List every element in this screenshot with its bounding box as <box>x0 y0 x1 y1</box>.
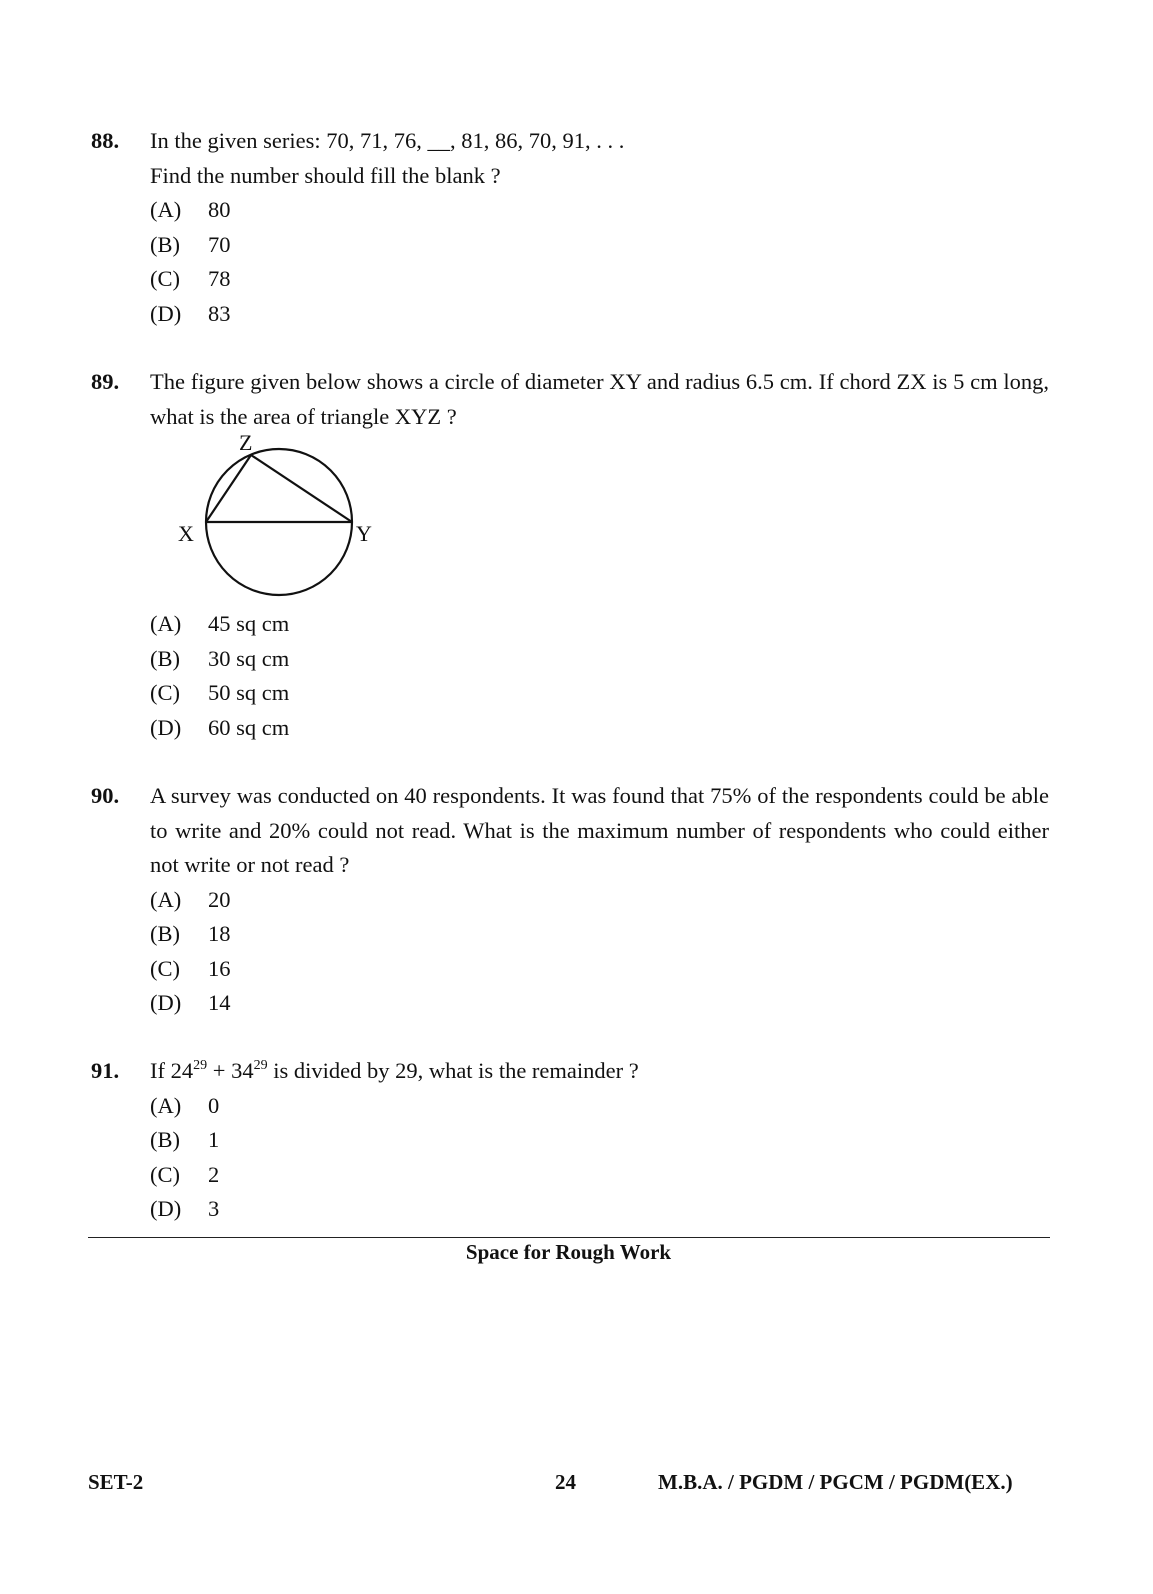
option-label: (A) <box>150 611 182 636</box>
option-value: 78 <box>208 266 231 291</box>
rough-work-label: Space for Rough Work <box>465 1240 672 1264</box>
option-value: 3 <box>208 1196 220 1221</box>
option-value: 16 <box>208 955 231 981</box>
options-list <box>150 883 1049 1021</box>
question-text <box>150 1054 1049 1089</box>
footer-page-number: 24 <box>555 1470 576 1494</box>
option-b[interactable] <box>150 642 1049 677</box>
option-b[interactable] <box>150 1123 1049 1158</box>
question-text-part: + 34 <box>207 1058 254 1083</box>
option-label: (A) <box>150 1092 182 1118</box>
exponent: 29 <box>253 1058 268 1073</box>
chord-zx <box>206 455 251 522</box>
question-91 <box>91 1054 1049 1227</box>
option-value: 70 <box>208 231 231 257</box>
circle-triangle-figure <box>172 428 392 603</box>
option-label: (A) <box>150 886 182 912</box>
question-88 <box>91 124 1049 331</box>
option-label: (C) <box>150 680 180 705</box>
option-b[interactable] <box>150 917 1049 952</box>
question-number: 88. <box>91 128 120 153</box>
option-d[interactable] <box>150 986 1049 1021</box>
question-text: A survey was conducted on 40 respondents. It was found that 75% of the respondents could be able to write and 20% could not read. What is the maximum number of respondents who could either not write or not read ? <box>150 783 1049 877</box>
option-label: (B) <box>150 645 180 671</box>
option-label: (C) <box>150 955 180 981</box>
options-list <box>150 607 1049 745</box>
footer-set: SET-2 <box>88 1470 144 1494</box>
question-text-line: Find the number should fill the blank ? <box>150 162 501 188</box>
option-value: 18 <box>208 921 231 946</box>
option-value: 20 <box>208 886 231 912</box>
options-list <box>150 1089 1049 1227</box>
question-number: 91. <box>91 1058 120 1083</box>
question-90 <box>91 779 1049 1021</box>
option-d[interactable] <box>150 711 1049 746</box>
question-text-part: is divided by 29, what is the remainder ? <box>267 1058 639 1083</box>
option-value: 1 <box>208 1127 220 1152</box>
option-label: (D) <box>150 1196 182 1221</box>
option-value: 45 sq cm <box>208 611 290 636</box>
question-text: The figure given below shows a circle of diameter XY and radius 6.5 cm. If chord ZX is 5 cm long, what is the area of triangle XYZ ? <box>150 369 1049 429</box>
option-label: (B) <box>150 1127 180 1152</box>
label-x: X <box>178 521 194 546</box>
option-value: 0 <box>208 1092 220 1118</box>
question-number: 89. <box>91 369 120 394</box>
option-c[interactable] <box>150 952 1049 987</box>
option-label: (D) <box>150 990 182 1015</box>
option-a[interactable] <box>150 883 1049 918</box>
option-label: (B) <box>150 921 180 946</box>
question-text-line: In the given series: 70, 71, 76, __, 81, 86, 70, 91, . . . <box>150 128 625 153</box>
option-label: (C) <box>150 1161 180 1187</box>
option-a[interactable] <box>150 607 1049 642</box>
option-d[interactable] <box>150 297 1049 332</box>
option-value: 30 sq cm <box>208 645 290 671</box>
option-value: 60 sq cm <box>208 714 290 740</box>
question-text <box>150 124 1049 193</box>
question-89 <box>91 365 1049 434</box>
label-y: Y <box>356 521 372 546</box>
footer-course: M.B.A. / PGDM / PGCM / PGDM(EX.) <box>658 1470 1013 1494</box>
option-a[interactable] <box>150 1089 1049 1124</box>
option-value: 2 <box>208 1161 220 1187</box>
option-c[interactable] <box>150 676 1049 711</box>
option-b[interactable] <box>150 228 1049 263</box>
question-89-options <box>91 607 1049 745</box>
option-label: (D) <box>150 300 182 326</box>
option-d[interactable] <box>150 1192 1049 1227</box>
option-a[interactable] <box>150 193 1049 228</box>
options-list <box>150 193 1049 331</box>
option-value: 50 sq cm <box>208 680 290 705</box>
option-label: (C) <box>150 266 180 291</box>
option-value: 80 <box>208 197 231 222</box>
exponent: 29 <box>193 1058 208 1073</box>
option-label: (B) <box>150 231 180 257</box>
chord-zy <box>251 455 352 522</box>
option-value: 83 <box>208 300 231 326</box>
option-value: 14 <box>208 990 231 1015</box>
option-c[interactable] <box>150 1158 1049 1193</box>
option-label: (D) <box>150 714 182 740</box>
question-text-part: If 24 <box>150 1058 194 1083</box>
question-number: 90. <box>91 783 120 808</box>
option-label: (A) <box>150 197 182 222</box>
option-c[interactable] <box>150 262 1049 297</box>
label-z: Z <box>239 430 253 455</box>
divider-line <box>88 1237 1050 1238</box>
